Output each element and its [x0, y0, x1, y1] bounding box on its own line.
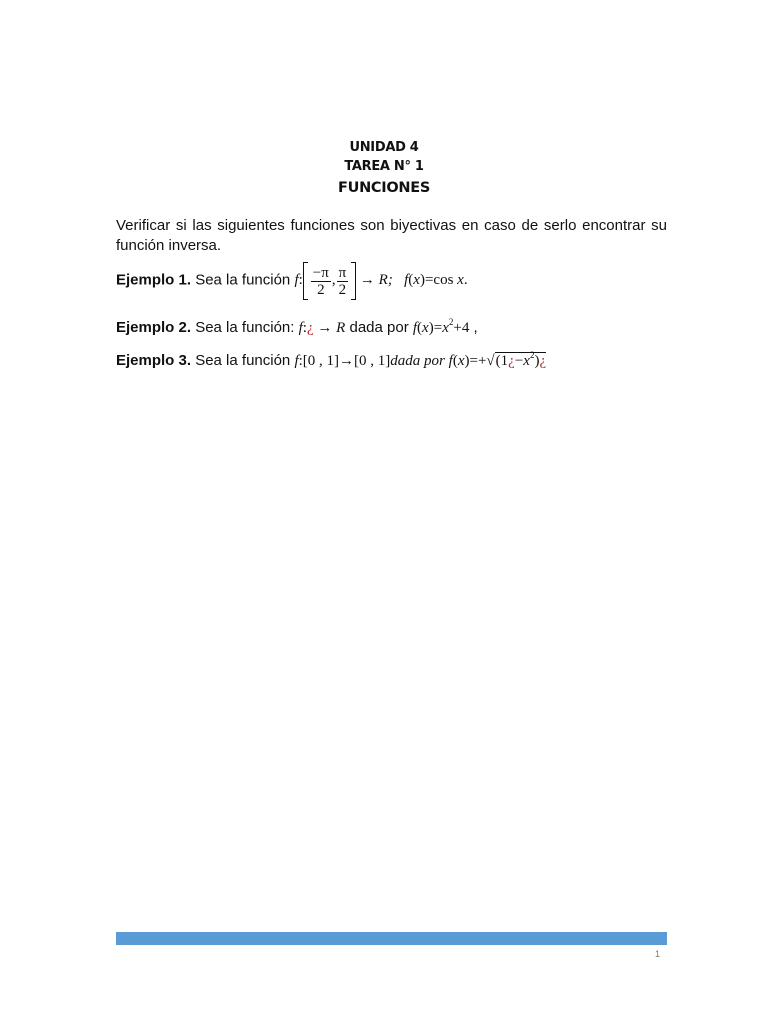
right-bracket [351, 262, 356, 300]
example-3-formula: f:[0 , 1]→[0 , 1]dada por $f(x)=+√(1¿-x^2)¿$ [294, 350, 547, 369]
example-2-text2: dada por [349, 319, 409, 336]
task-heading: TAREA N° 1 [344, 159, 424, 174]
example-3-text: Sea la función [195, 352, 291, 369]
fraction-pi-over-2: $\frac{\pi}{2}$ [338, 264, 347, 298]
example-1-formula: f: $\frac{-\pi}{2}$ , $\frac{\pi}{2}$ → R; f(x)=cos x. [294, 272, 467, 288]
unit-heading: UNIDAD 4 [349, 140, 419, 155]
example-2-text: Sea la función: [195, 319, 295, 336]
example-2-label: Ejemplo 2. [116, 319, 192, 336]
example-3-label: Ejemplo 3. [116, 352, 192, 369]
example-1-text: Sea la función [195, 271, 291, 289]
example-2-tail: , [473, 319, 478, 336]
example-1-label: Ejemplo 1. [116, 271, 192, 289]
example-1 [116, 262, 468, 300]
fraction-neg-pi-over-2: $\frac{-\pi}{2}$ [312, 264, 329, 298]
page-number: 1 [654, 949, 660, 959]
topic-heading: FUNCIONES [338, 180, 430, 196]
left-bracket [303, 262, 308, 300]
example-2 [116, 319, 478, 337]
footer-bar [116, 932, 667, 945]
example-3 [116, 352, 546, 370]
intro-paragraph: Verificar si las siguientes funciones son biyectivas en caso de serlo encontrar su función inversa. [116, 217, 667, 254]
example-2-domain: f:¿ → R [298, 320, 346, 336]
example-2-formula: $f(x)=x^2+4$ [412, 317, 470, 336]
